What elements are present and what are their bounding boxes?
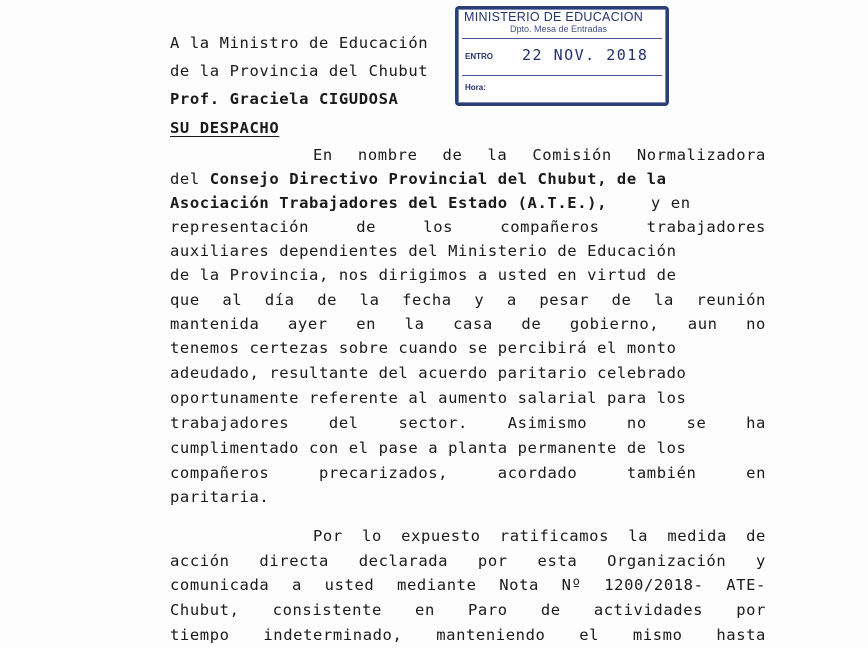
paragraph-1-line-2: [170, 169, 766, 189]
paragraph-1-line-1: [313, 145, 766, 165]
paragraph-1-line-13: cumplimentado con el pase a planta permanente de los: [170, 439, 687, 457]
paragraph-1-line-3: [170, 193, 766, 213]
paragraph-1-line-7: que al día de la fecha y a pesar de la reunión: [170, 291, 766, 309]
paragraph-2-line-2: acción directa declarada por esta Organización y: [170, 552, 766, 570]
paragraph-1-line-8: mantenida ayer en la casa de gobierno, aun no: [170, 315, 766, 333]
stamp-subtitle: Dpto. Mesa de Entradas: [510, 24, 608, 34]
paragraph-1-line-6: de la Provincia, nos dirigimos a usted en virtud de: [170, 266, 677, 284]
address-line-2: de la Provincia del Chubut: [170, 62, 429, 80]
stamp-title: MINISTERIO DE EDUCACION: [464, 10, 644, 24]
paragraph-1-line-15: paritaria.: [170, 488, 270, 506]
paragraph-1-line-5: auxiliares dependientes del Ministerio de Educación: [170, 242, 677, 260]
stamp-entro-label: ENTRO: [465, 52, 493, 61]
paragraph-1-line-12: trabajadores del sector. Asimismo no se ha: [170, 414, 766, 432]
paragraph-2-line-4: Chubut, consistente en Paro de actividades por: [170, 601, 766, 619]
stamp-date: 22 NOV. 2018: [522, 46, 649, 64]
address-line-1: A la Ministro de Educación: [170, 34, 429, 52]
stamp-hora-label: Hora:: [465, 83, 486, 92]
paragraph-1-line-9: tenemos certezas sobre cuando se percibirá el monto: [170, 339, 677, 357]
paragraph-2-line-5: tiempo indeterminado, manteniendo el mismo hasta: [170, 626, 766, 644]
paragraph-1-line-10: adeudado, resultante del acuerdo paritario celebrado: [170, 364, 687, 382]
p1-l2-prefix: del: [170, 170, 210, 188]
paragraph-1-line-4: representación de los compañeros trabajadores: [170, 218, 766, 236]
p1-l3-bold: Asociación Trabajadores del Estado (A.T.E.),: [170, 194, 607, 212]
paragraph-2-line-1: Por lo expuesto ratificamos la medida de: [313, 527, 766, 545]
paragraph-1-line-14: compañeros precarizados, acordado también en: [170, 464, 766, 482]
recipient-name: Prof. Graciela CIGUDOSA: [170, 90, 399, 108]
p1-l3-suffix: y en: [641, 194, 691, 212]
p1-l2-bold: Consejo Directivo Provincial del Chubut, de la: [209, 170, 667, 188]
paragraph-1-line-11: oportunamente referente al aumento salarial para los: [170, 389, 687, 407]
su-despacho: SU DESPACHO: [170, 119, 280, 137]
paragraph-2-line-3: comunicada a usted mediante Nota Nº 1200/2018- ATE-: [170, 576, 766, 594]
p1-l1-text: En nombre de la Comisión Normalizadora: [313, 146, 766, 164]
